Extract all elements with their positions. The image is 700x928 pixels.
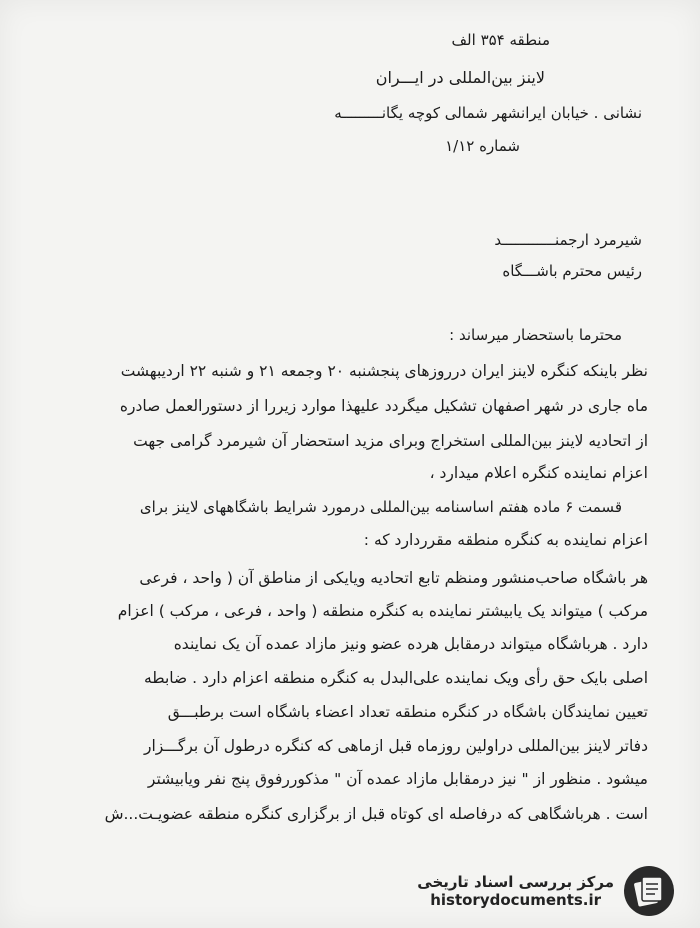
body-line: از اتحادیه لاینز بین‌المللی استخراج وبرای مزید استحضار آن شیرمرد گرامی جهت	[133, 432, 648, 450]
body-line: ماه جاری در شهر اصفهان تشکیل میگردد علیهذا موارد زیررا از دستورالعمل صادره	[119, 397, 648, 415]
recipient-title: رئیس محترم باشـــگاه	[502, 262, 642, 280]
recipient-name: شیرمرد ارجمنــــــــــــد	[494, 231, 642, 249]
watermark-title: مرکز بررسی اسناد تاریخی	[417, 873, 614, 891]
body-line: دارد . هرباشگاه میتواند درمقابل هرده عضو ونیز مازاد عمده آن یک نماینده	[173, 635, 648, 653]
body-line: تعیین نمایندگان باشگاه در کنگره منطقه تعداد اعضاء باشگاه است برطبـــق	[167, 703, 648, 721]
body-line: مرکب ) میتواند یک یابیشتر نماینده به کنگره منطقه ( واحد ، فرعی ، مرکب ) اعزام	[117, 602, 648, 620]
organization-name: لاینز بین‌المللی در ایـــران	[375, 68, 545, 87]
body-line: هر باشگاه صاحب‌منشور ومنظم تابع اتحادیه ویایکی از مناطق آن ( واحد ، فرعی	[139, 569, 648, 587]
body-line: اصلی بایک حق رأی ویک نماینده علی‌البدل به کنگره منطقه اعزام دارد . ضابطه	[143, 669, 648, 687]
body-line: دفاتر لاینز بین‌المللی دراولین روزماه قبل ازماهی که کنگره درطول آن برگـــزار	[143, 737, 648, 755]
body-line: اعزام نماینده به کنگره منطقه مقرردارد که :	[363, 531, 648, 549]
watermark-text	[417, 873, 614, 909]
body-line: قسمت ۶ ماده هفتم اساسنامه بین‌المللی درمورد شرایط باشگاههای لاینز برای	[139, 498, 622, 516]
watermark-url[interactable]: historydocuments.ir	[430, 891, 602, 909]
document-stack-icon	[622, 864, 676, 918]
letter-number: شماره ۱/۱۲	[445, 137, 520, 155]
body-line: است . هرباشگاهی که درفاصله ای کوتاه قبل از برگزاری کنگره منطقه عضویـت...ش	[104, 805, 648, 823]
address-line: نشانی . خیابان ایرانشهر شمالی کوچه یگانـــــــــه	[334, 104, 642, 122]
body-line: میشود . منظور از " نیز درمقابل مازاد عمده آن " مذکوررفوق پنج نفر ویابیشتر	[147, 770, 648, 788]
body-line: نظر باینکه کنگره لاینز ایران درروزهای پنجشنبه ۲۰ وجمعه ۲۱ و شنبه ۲۲ اردیبهشت	[120, 362, 648, 380]
salutation: محترما باستحضار میرساند :	[449, 326, 622, 344]
body-line: اعزام نماینده کنگره اعلام میدارد ،	[429, 464, 648, 482]
region-number: منطقه ۳۵۴ الف	[451, 31, 550, 49]
watermark	[417, 864, 676, 918]
